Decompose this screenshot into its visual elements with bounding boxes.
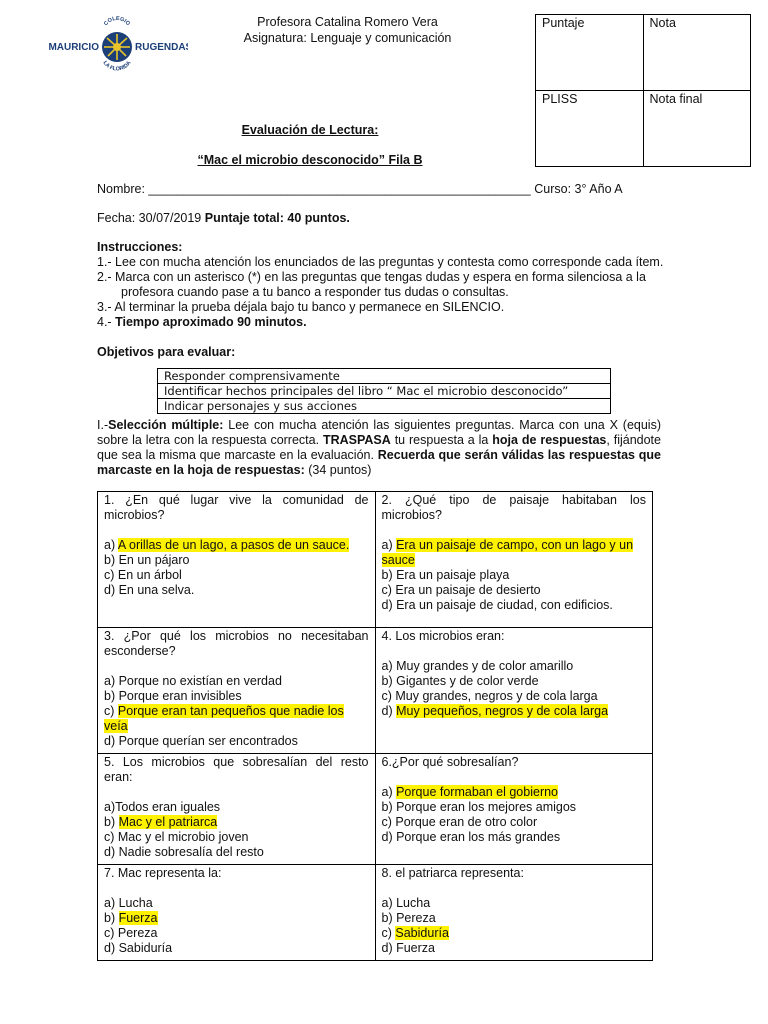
option-d[interactable]: d) Fuerza [381,941,435,955]
option-text: Porque eran los mejores amigos [396,800,577,814]
option-b[interactable]: b) Porque eran invisibles [104,689,242,703]
question-2 [375,492,653,628]
option-text: Era un paisaje de campo, con un lago y un sauce [381,538,634,567]
objective-3: Indicar personajes y sus acciones [158,399,611,414]
school-logo [46,16,188,76]
option-d[interactable]: d) Porque eran los más grandes [381,830,561,844]
option-text: Lucha [396,896,431,910]
option-c[interactable]: c) Porque eran tan pequeños que nadie los veía [104,704,344,733]
option-text: Sabiduría [395,926,449,940]
nota-final-cell [643,91,751,167]
option-b[interactable]: b) Mac y el patriarca [104,815,218,829]
option-text: Gigantes y de color verde [396,674,539,688]
objectives-heading-wrap [97,345,235,360]
question-text: 8. el patriarca representa: [381,866,524,880]
option-c[interactable]: c) Muy grandes, negros y de cola larga [381,689,598,703]
option-text: En un árbol [117,568,182,582]
logo-left-text: MAURICIO [48,42,99,53]
option-b[interactable]: b) En un pájaro [104,553,190,567]
logo-right-text: RUGENDAS [135,42,188,53]
option-text: Fuerza [396,941,435,955]
question-text: 4. Los microbios eran: [381,629,505,643]
question-row [98,865,653,961]
question-7 [98,865,376,961]
score-box [535,14,751,167]
name-label: Nombre: _______________________________________________________ [97,182,531,196]
option-d[interactable]: d) Nadie sobresalía del resto [104,845,264,859]
option-a[interactable]: a)Todos eran iguales [104,800,221,814]
instruction-4 [97,315,667,330]
question-row [98,492,653,628]
name-line [97,182,623,197]
teacher-name: Profesora Catalina Romero Vera [257,15,438,29]
option-text: Era un paisaje de desierto [395,583,541,597]
pliss-label: PLISS [542,92,578,106]
option-a[interactable]: a) Lucha [104,896,153,910]
instruction-2: 2.- Marca con un asterisco (*) en las preguntas que tengas dudas y espera en forma silenciosa a la [97,270,646,284]
section-1-text-2: tu respuesta a la [390,433,493,447]
option-d[interactable]: d) Muy pequeños, negros y de cola larga [381,704,609,718]
option-text: A orillas de un lago, a pasos de un sauce. [117,538,350,552]
option-text: Porque no existían en verdad [118,674,282,688]
question-3 [98,628,376,754]
nota-label: Nota [649,16,676,30]
option-b[interactable]: b) Fuerza [104,911,158,925]
option-text: En una selva. [118,583,195,597]
question-1 [98,492,376,628]
question-6 [375,754,653,865]
question-text: 1. ¿En qué lugar vive la comunidad de microbios? [104,493,369,522]
question-row [98,754,653,865]
objectives-heading: Objetivos para evaluar: [97,345,236,359]
option-text: Pereza [396,911,436,925]
objective-2: Identificar hechos principales del libro “ Mac el microbio desconocido” [158,384,611,399]
nota-final-label: Nota final [649,92,703,106]
section-1-prefix: I.- [97,418,109,432]
instructions-heading: Instrucciones: [97,240,183,254]
section-1-points: (34 puntos) [304,463,372,477]
instruction-1: 1.- Lee con mucha atención los enunciados de las preguntas y contesta como corresponde cada ítem. [97,255,664,269]
option-text: Porque formaban el gobierno [396,785,559,799]
option-a[interactable]: a) A orillas de un lago, a pasos de un sauce. [104,538,350,552]
option-d[interactable]: d) En una selva. [104,583,195,597]
objective-row [158,399,611,414]
question-5 [98,754,376,865]
total-score: Puntaje total: 40 puntos. [204,211,350,225]
objective-row [158,369,611,384]
option-text: Porque eran invisibles [118,689,242,703]
option-text: Era un paisaje playa [396,568,510,582]
evaluation-title: Evaluación de Lectura: [241,123,379,137]
option-a[interactable]: a) Porque no existían en verdad [104,674,282,688]
option-text: Muy grandes, negros y de cola larga [395,689,598,703]
instructions [97,240,667,330]
nota-cell [643,15,751,91]
option-text: Fuerza [118,911,158,925]
option-b[interactable]: b) Porque eran los mejores amigos [381,800,577,814]
option-text: Porque querían ser encontrados [118,734,298,748]
option-a[interactable]: a) Lucha [381,896,431,910]
svg-text:LA FLORIDA [102,60,133,72]
book-title: “Mac el microbio desconocido” Fila B [197,153,423,167]
logo-top-text: COLEGIO [103,16,131,28]
questions-table [97,491,653,961]
question-8 [375,865,653,961]
option-text: Pereza [117,926,158,940]
option-text: Mac y el microbio joven [117,830,249,844]
question-text: 5. Los microbios que sobresalían del resto eran: [104,755,369,784]
svg-text:COLEGIO [103,16,131,28]
page-header [230,14,465,46]
section-1-instructions [97,418,661,478]
subject-name: Asignatura: Lenguaje y comunicación [243,31,452,45]
option-b[interactable]: b) Gigantes y de color verde [381,674,539,688]
puntaje-label: Puntaje [542,16,585,30]
question-4 [375,628,653,754]
option-b[interactable]: b) Pereza [381,911,436,925]
option-text: Era un paisaje de ciudad, con edificios. [396,598,613,612]
option-d[interactable]: d) Sabiduría [104,941,173,955]
option-c[interactable]: c) Sabiduría [381,926,449,940]
section-1-hoja: hoja de respuestas [492,433,607,447]
option-text: Sabiduría [118,941,173,955]
option-text: Muy grandes y de color amarillo [396,659,574,673]
instruction-4-time: Tiempo aproximado 90 minutos. [115,315,307,329]
option-text: Lucha [118,896,153,910]
section-1-text-1: Lee con mucha atención las siguientes preguntas. Marca con una X (equis) sobre la letra con la respuesta correcta. [97,418,661,447]
option-text: Porque eran de otro color [395,815,538,829]
puntaje-cell [536,15,644,91]
section-1-text-3: , fijándote que sea la misma que marcaste en la evaluación. [97,433,661,462]
option-a[interactable]: a) Era un paisaje de campo, con un lago y un sauce [381,538,634,567]
option-c[interactable]: c) Era un paisaje de desierto [381,583,541,597]
instruction-2-continued: profesora cuando pase a tu banco a responder tus dudas o consultas. [121,285,509,299]
option-text: Muy pequeños, negros y de cola larga [396,704,609,718]
question-text: 2. ¿Qué tipo de paisaje habitaban los microbios? [381,493,646,522]
date-line [97,211,350,226]
objective-1: Responder comprensivamente [158,369,611,384]
option-text: Todos eran iguales [115,800,221,814]
option-d[interactable]: d) Era un paisaje de ciudad, con edificios. [381,598,613,612]
option-a[interactable]: a) Muy grandes y de color amarillo [381,659,574,673]
instruction-4-prefix: 4.- [97,315,112,329]
option-b[interactable]: b) Era un paisaje playa [381,568,510,582]
option-text: En un pájaro [118,553,190,567]
option-c[interactable]: c) Porque eran de otro color [381,815,538,829]
course-label: Curso: 3° Año A [534,182,623,196]
date-text: Fecha: 30/07/2019 [97,211,202,225]
option-text: Porque eran tan pequeños que nadie los veía [104,704,344,733]
question-row [98,628,653,754]
section-1-traspasa: TRASPASA [322,433,391,447]
section-1-title: Selección múltiple: [108,418,224,432]
section-1-recuerda: Recuerda que serán válidas las respuestas que marcaste en la hoja de respuestas: [97,448,661,477]
option-a[interactable]: a) Porque formaban el gobierno [381,785,559,799]
question-text: 3. ¿Por qué los microbios no necesitaban esconderse? [104,629,369,658]
option-d[interactable]: d) Porque querían ser encontrados [104,734,298,748]
option-c[interactable]: c) Mac y el microbio joven [104,830,249,844]
logo-bottom-text: LA FLORIDA [101,60,133,73]
option-text: Porque eran los más grandes [396,830,561,844]
option-c[interactable]: c) Pereza [104,926,158,940]
objectives-table [157,368,611,414]
objective-row [158,384,611,399]
option-c[interactable]: c) En un árbol [104,568,182,582]
instruction-3: 3.- Al terminar la prueba déjala bajo tu banco y permanece en SILENCIO. [97,300,505,314]
option-text: Nadie sobresalía del resto [118,845,264,859]
option-text: Mac y el patriarca [118,815,218,829]
question-text: 6.¿Por qué sobresalían? [381,755,519,769]
question-text: 7. Mac representa la: [104,866,222,880]
